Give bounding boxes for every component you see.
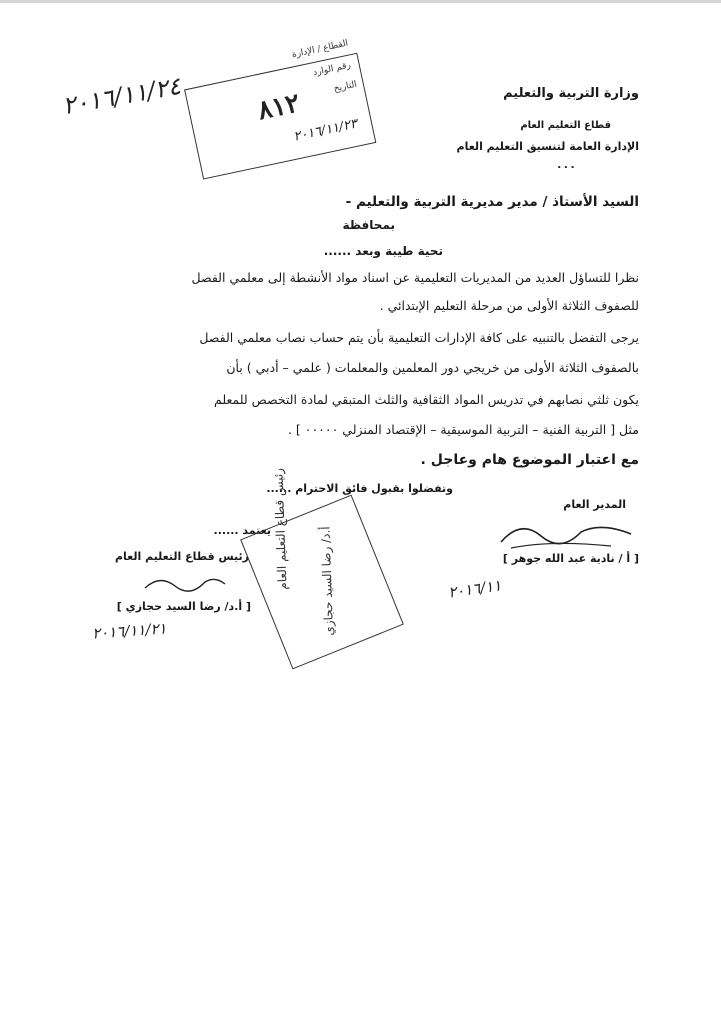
paragraph2-line1: يرجى التفضل بالتنبيه على كافة الإدارات التعليمية بأن يتم حساب نصاب معلمي الفصل (199, 330, 639, 345)
incoming-stamp-number: ٨١٢ (255, 88, 303, 127)
paragraph2-line4: مثل [ التربية الفنية – التربية الموسيقية – الإقتصاد المنزلي ٠٠٠٠٠ ] . (287, 422, 639, 437)
emphasis-line: مع اعتبار الموضوع هام وعاجل . (420, 452, 639, 468)
director-title: المدير العام (563, 498, 626, 511)
closing-line: وتفضلوا بقبول فائق الاحترام ...... (266, 482, 453, 495)
official-stamp-line2: أ.د/ رضا السيد حجازي (318, 526, 337, 636)
incoming-stamp-date: ٢٠١٦/١١/٢٣ (292, 116, 359, 145)
incoming-stamp (180, 35, 379, 182)
paragraph2-line3: يكون ثلثي نصابهم في تدريس المواد الثقافية والثلث المتبقي لمادة التخصص للمعلم (214, 392, 639, 407)
incoming-stamp-line2: رقم الوارد (312, 60, 352, 79)
director-name: [ أ / نادية عبد الله جوهر ] (502, 552, 639, 565)
sector-head-date: ٢٠١٦/١١/٢١ (91, 619, 168, 643)
governorate-line: بمحافظة (342, 218, 395, 232)
incoming-stamp-line1: القطاع / الإدارة (291, 38, 350, 61)
ministry-name: وزارة التربية والتعليم (503, 86, 639, 101)
sector-head-signature (140, 570, 230, 598)
sector-head-title: رئيس قطاع التعليم العام (114, 550, 249, 563)
sector-name: قطاع التعليم العام (520, 120, 611, 131)
greeting-line: تحية طيبة وبعد ...... (323, 244, 443, 258)
director-signature (491, 514, 641, 554)
sector-head-name: [ أ.د/ رضا السيد حجازي ] (116, 600, 251, 613)
top-handwritten-date: ٢٠١٦/١١/٢٤ (60, 71, 183, 121)
department-name: الإدارة العامة لتنسيق التعليم العام (456, 140, 639, 153)
addressee-line: السيد الأستاذ / مدير مديرية التربية والتعليم - (345, 194, 639, 210)
paragraph1-line1: نظرا للتساؤل العديد من المديريات التعليمية عن اسناد مواد الأنشطة إلى معلمي الفصل (191, 270, 639, 285)
paragraph2-line2: بالصفوف الثلاثة الأولى من خريجي دور المعلمين والمعلمات ( علمي – أدبي ) بأن (226, 360, 639, 375)
header-dots: ٠٠٠ (555, 160, 576, 173)
incoming-stamp-date-label: التاريخ (332, 79, 358, 95)
official-stamp-line1: رئيس قطاع التعليم العام (271, 467, 290, 590)
director-date: ٢٠١٦/١١ (447, 576, 503, 602)
paragraph1-line2: للصفوف الثلاثة الأولى من مرحلة التعليم الإبتدائي . (379, 298, 639, 313)
approval-intro: يعتمد ...... (213, 524, 271, 537)
